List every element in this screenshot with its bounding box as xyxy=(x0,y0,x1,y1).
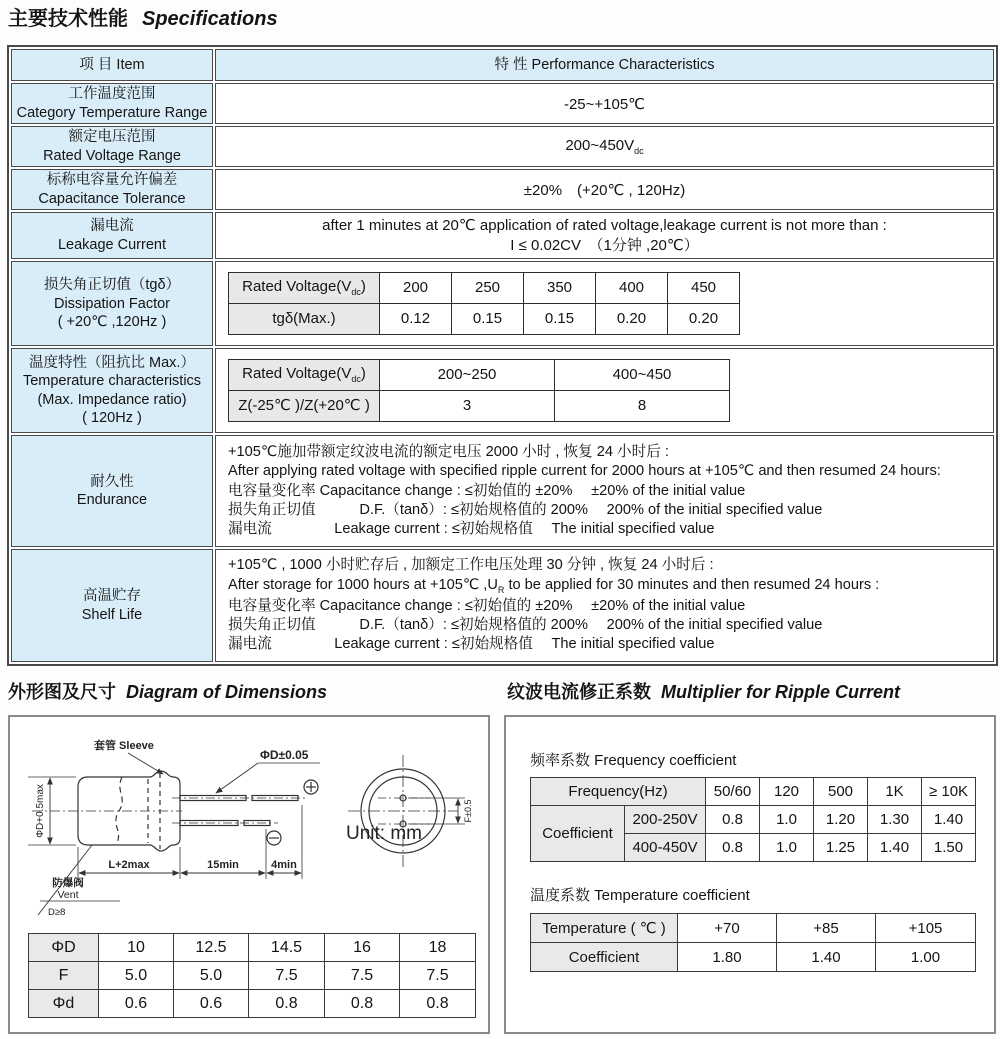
dim-value: 7.5 xyxy=(325,962,400,990)
dissipation-voltage: 450 xyxy=(668,273,740,304)
dimensions-panel xyxy=(8,715,490,1034)
table-row xyxy=(11,348,994,433)
vent-d-label: D≥8 xyxy=(48,907,66,918)
value-leakage-current: after 1 minutes at 20℃ application of rated voltage,leakage current is not more than : I ≤ 0.02CV （1分钟 ,20℃） xyxy=(215,212,994,259)
temperature-col-header: +85 xyxy=(777,914,876,943)
nested-header-impedance-ratio: Z(-25℃ )/Z(+20℃ ) xyxy=(229,391,380,422)
temperature-col-header: +105 xyxy=(876,914,976,943)
freq-col-header: 500 xyxy=(814,778,868,806)
nested-header-rated-voltage: Rated $Voltage(V_{dc})$ xyxy=(229,360,380,391)
value-capacitance-tolerance: ±20% (+20℃ , 120Hz) xyxy=(215,169,994,210)
dimension-table xyxy=(28,933,476,1018)
table-row xyxy=(11,435,994,547)
dissipation-voltage: 250 xyxy=(452,273,524,304)
dim-value: 12.5 xyxy=(174,934,249,962)
freq-coefficient-value: 1.40 xyxy=(868,834,922,862)
table-row xyxy=(11,261,994,346)
dissipation-value: 0.15 xyxy=(524,304,596,335)
label-temperature-characteristics: 温度特性（阻抗比 Max.） Temperature characteristics (Max. Impedance ratio) ( 120Hz ) xyxy=(11,348,213,433)
impedance-ratio-table xyxy=(228,359,730,422)
dim-value: 16 xyxy=(325,934,400,962)
table-row xyxy=(531,914,976,943)
table-row xyxy=(531,778,976,806)
value-category-temperature-range: -25~+105℃ xyxy=(215,83,994,124)
label-category-temperature-range: 工作温度范围 Category Temperature Range xyxy=(11,83,213,124)
freq-coefficient-value: 1.20 xyxy=(814,806,868,834)
body-length-label: L+2max xyxy=(108,859,150,871)
temperature-coefficient-table xyxy=(530,913,976,972)
body-diameter-label: ΦD+0.5max xyxy=(35,784,46,838)
dimensions-title-en: Diagram of Dimensions xyxy=(126,682,328,702)
frequency-coefficient-table xyxy=(530,777,976,862)
freq-coefficient-value: 1.50 xyxy=(922,834,976,862)
dissipation-factor-table xyxy=(228,272,740,335)
vent-label-zh: 防爆阀 xyxy=(52,877,84,889)
ripple-panel xyxy=(504,715,996,1034)
coefficient-row-label: Coefficient xyxy=(531,943,678,972)
nested-header-tgd-max: tgδ(Max.) xyxy=(229,304,380,335)
page-title-zh: 主要技术性能 xyxy=(8,8,128,30)
dim-value: 14.5 xyxy=(249,934,325,962)
value-dissipation-factor xyxy=(215,261,994,346)
freq-coefficient-value: 1.25 xyxy=(814,834,868,862)
freq-header: Frequency(Hz) xyxy=(531,778,706,806)
dissipation-voltage: 200 xyxy=(380,273,452,304)
ripple-title-zh: 纹波电流修正系数 xyxy=(507,682,651,702)
freq-col-header: ≥ 10K xyxy=(922,778,976,806)
sleeve-label: 套管 Sleeve xyxy=(94,740,154,752)
dim-value: 0.6 xyxy=(99,990,174,1018)
page-title xyxy=(8,2,278,31)
table-row xyxy=(531,943,976,972)
dissipation-voltage: 350 xyxy=(524,273,596,304)
table-row xyxy=(11,549,994,662)
lead-tip-label: 4min xyxy=(271,859,297,871)
lead-length-label: 15min xyxy=(207,859,239,871)
voltage-group-label: 200-250V xyxy=(625,806,706,834)
plus-polarity-icon xyxy=(304,780,318,794)
value-endurance: +105℃施加带额定纹波电流的额定电压 2000 小时 , 恢复 24 小时后 : After applying rated voltage with specified ripple current for 2000 hours at +105℃ and then resumed 24 hours: 电容量变化率 Capacitance change : ≤初始值的 ±20% ±20% of the initial value 损失角正切值 D.F.（tanδ）: ≤初始规格值的 200% 200% of the initial specified value 漏电流 Leakage current : ≤初始规格值 The initial specified value xyxy=(215,435,994,547)
column-header-item: 项 目 Item xyxy=(11,49,213,81)
dim-row-label: Φd xyxy=(29,990,99,1018)
dim-value: 7.5 xyxy=(249,962,325,990)
temperature-col-header: +70 xyxy=(678,914,777,943)
body-break-squiggle xyxy=(116,777,122,845)
page-title-en: Specifications xyxy=(142,8,278,30)
dim-value: 5.0 xyxy=(99,962,174,990)
freq-coefficient-value: 1.30 xyxy=(868,806,922,834)
table-row xyxy=(11,49,994,81)
freq-coefficient-value: 1.40 xyxy=(922,806,976,834)
dim-value: 0.8 xyxy=(400,990,476,1018)
freq-col-header: 1K xyxy=(868,778,922,806)
specifications-table xyxy=(7,45,998,666)
table-row xyxy=(29,962,476,990)
freq-coefficient-value: 0.8 xyxy=(706,806,760,834)
impedance-voltage-range: 400~450 xyxy=(555,360,730,391)
dim-value: 18 xyxy=(400,934,476,962)
value-shelf-life: +105℃ , 1000 小时贮存后 , 加额定工作电压处理 30 分钟 , 恢复 24 小时后 : After storage for 1000 hours at +105℃ $,U_R$ to be applied for 30 minutes and then resumed 24 hours : 电容量变化率 Capacitance change : ≤初始值的 ±20% ±20% of the initial value 损失角正切值 D.F.（tanδ）: ≤初始规格值的 200% 200% of the initial specified value 漏电流 Leakage current : ≤初始规格值 The initial specified value xyxy=(215,549,994,662)
nested-header-rated-voltage: Rated $Voltage(V_{dc})$ xyxy=(229,273,380,304)
impedance-value: 3 xyxy=(380,391,555,422)
temp-coefficient-value: 1.00 xyxy=(876,943,976,972)
dissipation-voltage: 400 xyxy=(596,273,668,304)
column-header-characteristics: 特 性 Performance Characteristics xyxy=(215,49,994,81)
dissipation-value: 0.20 xyxy=(668,304,740,335)
ripple-title-en: Multiplier for Ripple Current xyxy=(661,682,901,702)
dimensions-title-zh: 外形图及尺寸 xyxy=(8,682,116,702)
freq-coefficient-value: 1.0 xyxy=(760,806,814,834)
dimensions-section-title xyxy=(8,678,327,704)
table-row xyxy=(11,126,994,167)
temp-coefficient-value: 1.40 xyxy=(777,943,876,972)
value-rated-voltage-range: $200\sim 450V_{dc}$ xyxy=(215,126,994,167)
dim-row-label: ΦD xyxy=(29,934,99,962)
freq-coefficient-value: 1.0 xyxy=(760,834,814,862)
capacitor-diagram xyxy=(10,717,484,929)
value-temperature-characteristics xyxy=(215,348,994,433)
dim-value: 10 xyxy=(99,934,174,962)
dissipation-value: 0.15 xyxy=(452,304,524,335)
dissipation-value: 0.12 xyxy=(380,304,452,335)
impedance-value: 8 xyxy=(555,391,730,422)
table-row xyxy=(11,169,994,210)
dim-value: 0.8 xyxy=(249,990,325,1018)
freq-col-header: 50/60 xyxy=(706,778,760,806)
coefficient-row-label: Coefficient xyxy=(531,806,625,862)
dissipation-value: 0.20 xyxy=(596,304,668,335)
dim-value: 0.8 xyxy=(325,990,400,1018)
dim-value: 0.6 xyxy=(174,990,249,1018)
impedance-voltage-range: 200~250 xyxy=(380,360,555,391)
label-leakage-current: 漏电流 Leakage Current xyxy=(11,212,213,259)
vent-label-en: Vent xyxy=(57,889,79,901)
frequency-coefficient-caption: 频率系数 Frequency coefficient xyxy=(530,752,737,769)
ripple-section-title xyxy=(507,678,900,704)
f-dimension-label: F±0.5 xyxy=(463,799,473,823)
table-row xyxy=(11,212,994,259)
freq-coefficient-value: 0.8 xyxy=(706,834,760,862)
unit-label: Unit: mm xyxy=(346,823,422,844)
temperature-header: Temperature ( ℃ ) xyxy=(531,914,678,943)
table-row xyxy=(11,83,994,124)
label-rated-voltage-range: 额定电压范围 Rated Voltage Range xyxy=(11,126,213,167)
table-row xyxy=(29,934,476,962)
label-endurance: 耐久性 Endurance xyxy=(11,435,213,547)
dim-value: 7.5 xyxy=(400,962,476,990)
temperature-coefficient-caption: 温度系数 Temperature coefficient xyxy=(530,887,750,904)
table-row xyxy=(531,806,976,834)
dim-row-label: F xyxy=(29,962,99,990)
minus-polarity-icon xyxy=(267,831,281,845)
freq-col-header: 120 xyxy=(760,778,814,806)
label-capacitance-tolerance: 标称电容量允许偏差 Capacitance Tolerance xyxy=(11,169,213,210)
voltage-group-label: 400-450V xyxy=(625,834,706,862)
dim-value: 5.0 xyxy=(174,962,249,990)
label-shelf-life: 高温贮存 Shelf Life xyxy=(11,549,213,662)
label-dissipation-factor: 损失角正切值（tgδ） Dissipation Factor ( +20℃ ,120Hz ) xyxy=(11,261,213,346)
temp-coefficient-value: 1.80 xyxy=(678,943,777,972)
table-row xyxy=(29,990,476,1018)
lead-diameter-label: ΦD±0.05 xyxy=(260,748,309,762)
